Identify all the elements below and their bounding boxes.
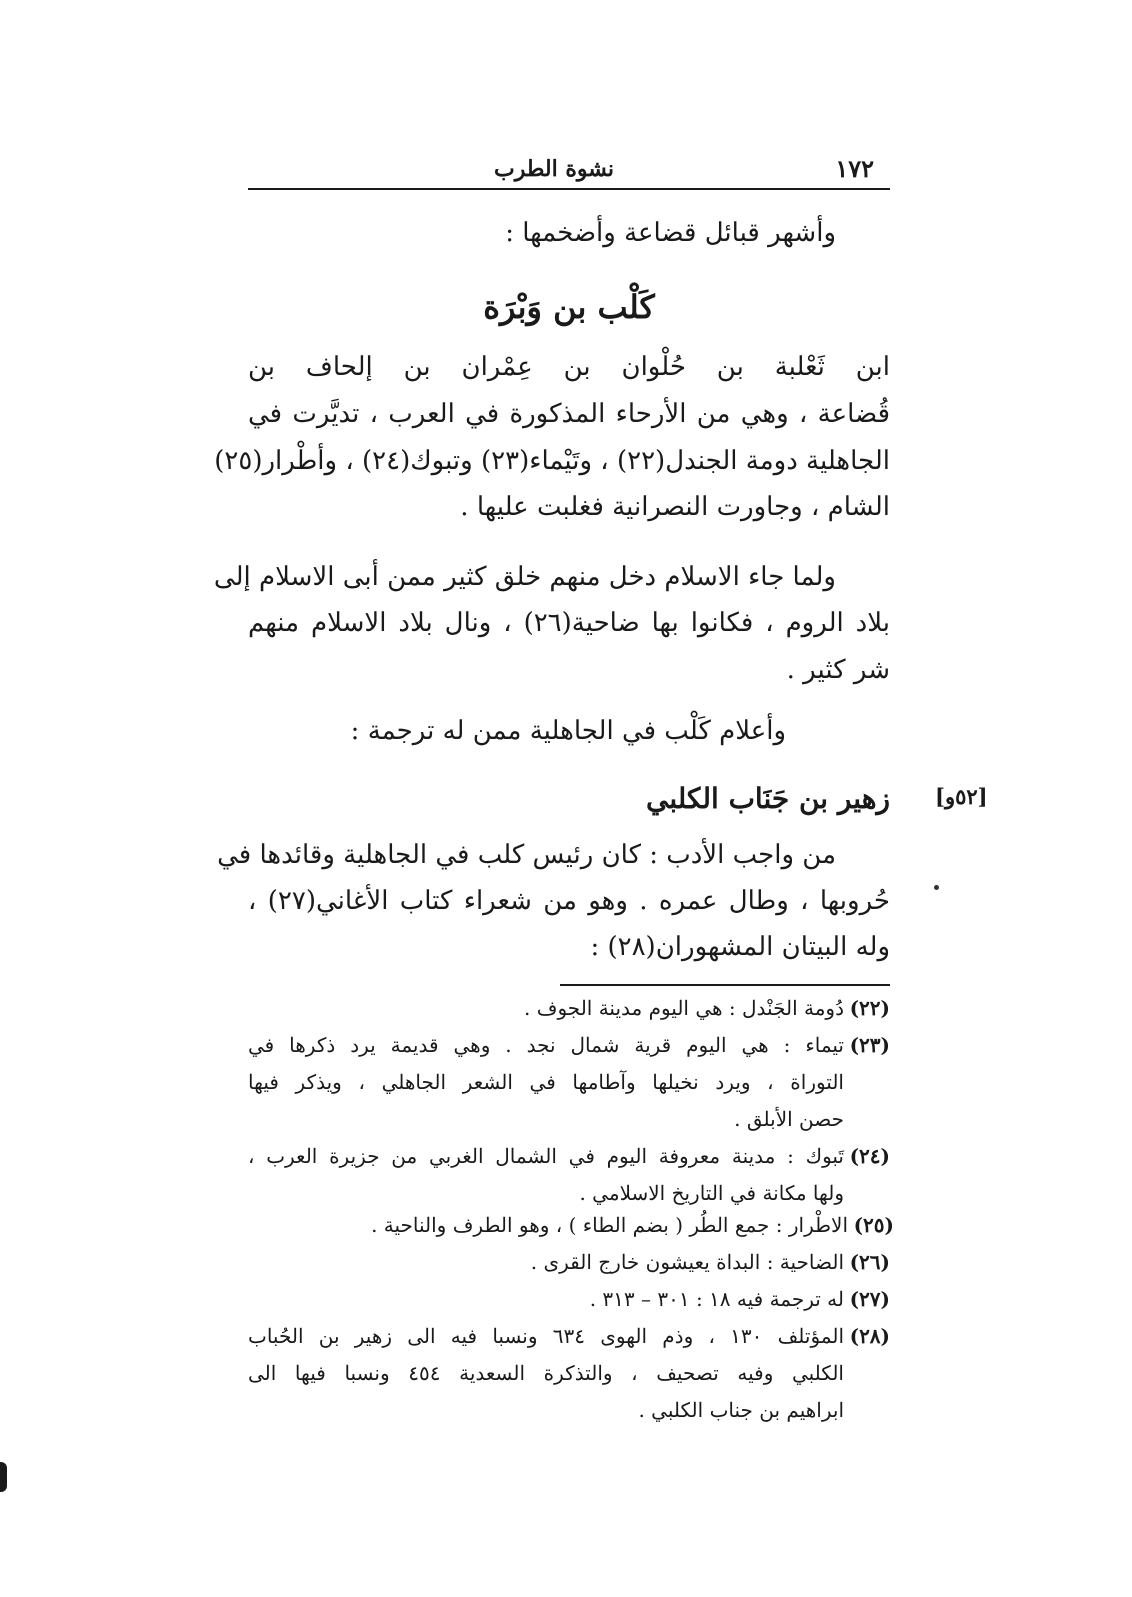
para3-line-3: وله البيتان المشهوران(٢٨) : bbox=[590, 932, 890, 962]
footnote-number: (٢٥) bbox=[853, 1213, 894, 1237]
scan-edge-mark bbox=[0, 1462, 7, 1492]
subhead-zuhair: زهير بن جَنَاب الكلبي bbox=[645, 782, 890, 815]
para2-line-3: شر كثير . bbox=[786, 655, 890, 685]
page-number: ١٧٢ bbox=[835, 154, 874, 183]
footnote-28-line-2: الكلبي وفيه تصحيف ، والتذكرة السعدية ٤٥٤ ونسبا فيها الى bbox=[248, 1361, 844, 1385]
section-title: كَلْب بن وَبْرَة bbox=[483, 288, 655, 326]
footnote-24-line-2: ولها مكانة في التاريخ الاسلامي . bbox=[579, 1181, 844, 1205]
footnote-25 bbox=[371, 1213, 894, 1237]
intro-line: وأشهر قبائل قضاعة وأضخمها : bbox=[505, 218, 836, 248]
page-header bbox=[248, 150, 890, 190]
footnote-text: الضاحية : البداة يعيشون خارج القرى . bbox=[530, 1250, 844, 1274]
footnote-27 bbox=[248, 1287, 890, 1311]
para1-line-3: الجاهلية دومة الجندل(٢٢) ، وتَيْماء(٢٣) وتبوك(٢٤) ، وأطْرار(٢٥) bbox=[214, 446, 890, 476]
footnote-23-line-3: حصن الأبلق . bbox=[734, 1107, 844, 1131]
running-title: نشوة الطرب bbox=[493, 156, 614, 182]
footnote-separator bbox=[560, 984, 890, 986]
footnote-number: (٢٢) bbox=[849, 996, 890, 1020]
footnote-24 bbox=[248, 1144, 890, 1168]
folio-margin-note: [٥٢و] bbox=[935, 784, 988, 809]
footnote-number: (٢٤) bbox=[849, 1144, 890, 1168]
footnote-text: له ترجمة فيه ١٨ : ٣٠١ – ٣١٣ . bbox=[589, 1287, 844, 1311]
para2-line-2: بلاد الروم ، فكانوا بها ضاحية(٢٦) ، ونال بلاد الاسلام منهم bbox=[248, 608, 890, 638]
ink-speck bbox=[934, 885, 939, 890]
para3-line-2: حُروبها ، وطال عمره . وهو من شعراء كتاب الأغاني(٢٧) ، bbox=[248, 886, 890, 916]
footnote-number: (٢٦) bbox=[849, 1250, 890, 1274]
footnote-23-line-2: التوراة ، ويرد نخيلها وآطامها في الشعر الجاهلي ، ويذكر فيها bbox=[248, 1070, 844, 1094]
footnote-number: (٢٣) bbox=[849, 1033, 890, 1057]
footnote-28 bbox=[248, 1324, 890, 1348]
para3-line-1: من واجب الأدب : كان رئيس كلب في الجاهلية وقائدها في bbox=[217, 840, 836, 870]
footnote-text: المؤتلف ١٣٠ ، وذم الهوى ٦٣٤ ونسبا فيه الى زهير بن الحُباب bbox=[248, 1324, 845, 1348]
footnote-number: (٢٧) bbox=[849, 1287, 890, 1311]
footnote-text: تَبوك : مدينة معروفة اليوم في الشمال الغربي من جزيرة العرب ، bbox=[248, 1144, 844, 1168]
para1-line-2: قُضاعة ، وهي من الأرحاء المذكورة في العرب ، تديَّرت في bbox=[248, 399, 890, 429]
footnote-26 bbox=[248, 1250, 890, 1274]
para2-line-1: ولما جاء الاسلام دخل منهم خلق كثير ممن أبى الاسلام إلى bbox=[213, 562, 836, 592]
footnote-23 bbox=[248, 1033, 890, 1057]
footnote-22 bbox=[248, 996, 890, 1020]
footnote-number: (٢٨) bbox=[849, 1324, 891, 1348]
footnote-text: الاطْرار : جمع الطُر ( بضم الطاء ) ، وهو الطرف والناحية . bbox=[371, 1213, 848, 1237]
para1-line-4: الشام ، وجاورت النصرانية فغلبت عليها . bbox=[460, 492, 890, 522]
para1-line-1: ابن ثَعْلبة بن حُلْوان بن عِمْران بن إلحاف بن bbox=[248, 352, 890, 382]
notables-intro: وأعلام كَلْب في الجاهلية ممن له ترجمة : bbox=[350, 716, 786, 746]
footnote-text: دُومة الجَنْدل : هي اليوم مدينة الجوف . bbox=[524, 996, 844, 1020]
footnote-text: تيماء : هي اليوم قرية شمال نجد . وهي قديمة يرد ذكرها في bbox=[248, 1033, 844, 1057]
footnote-28-line-3: ابراهيم بن جناب الكلبي . bbox=[638, 1398, 844, 1422]
